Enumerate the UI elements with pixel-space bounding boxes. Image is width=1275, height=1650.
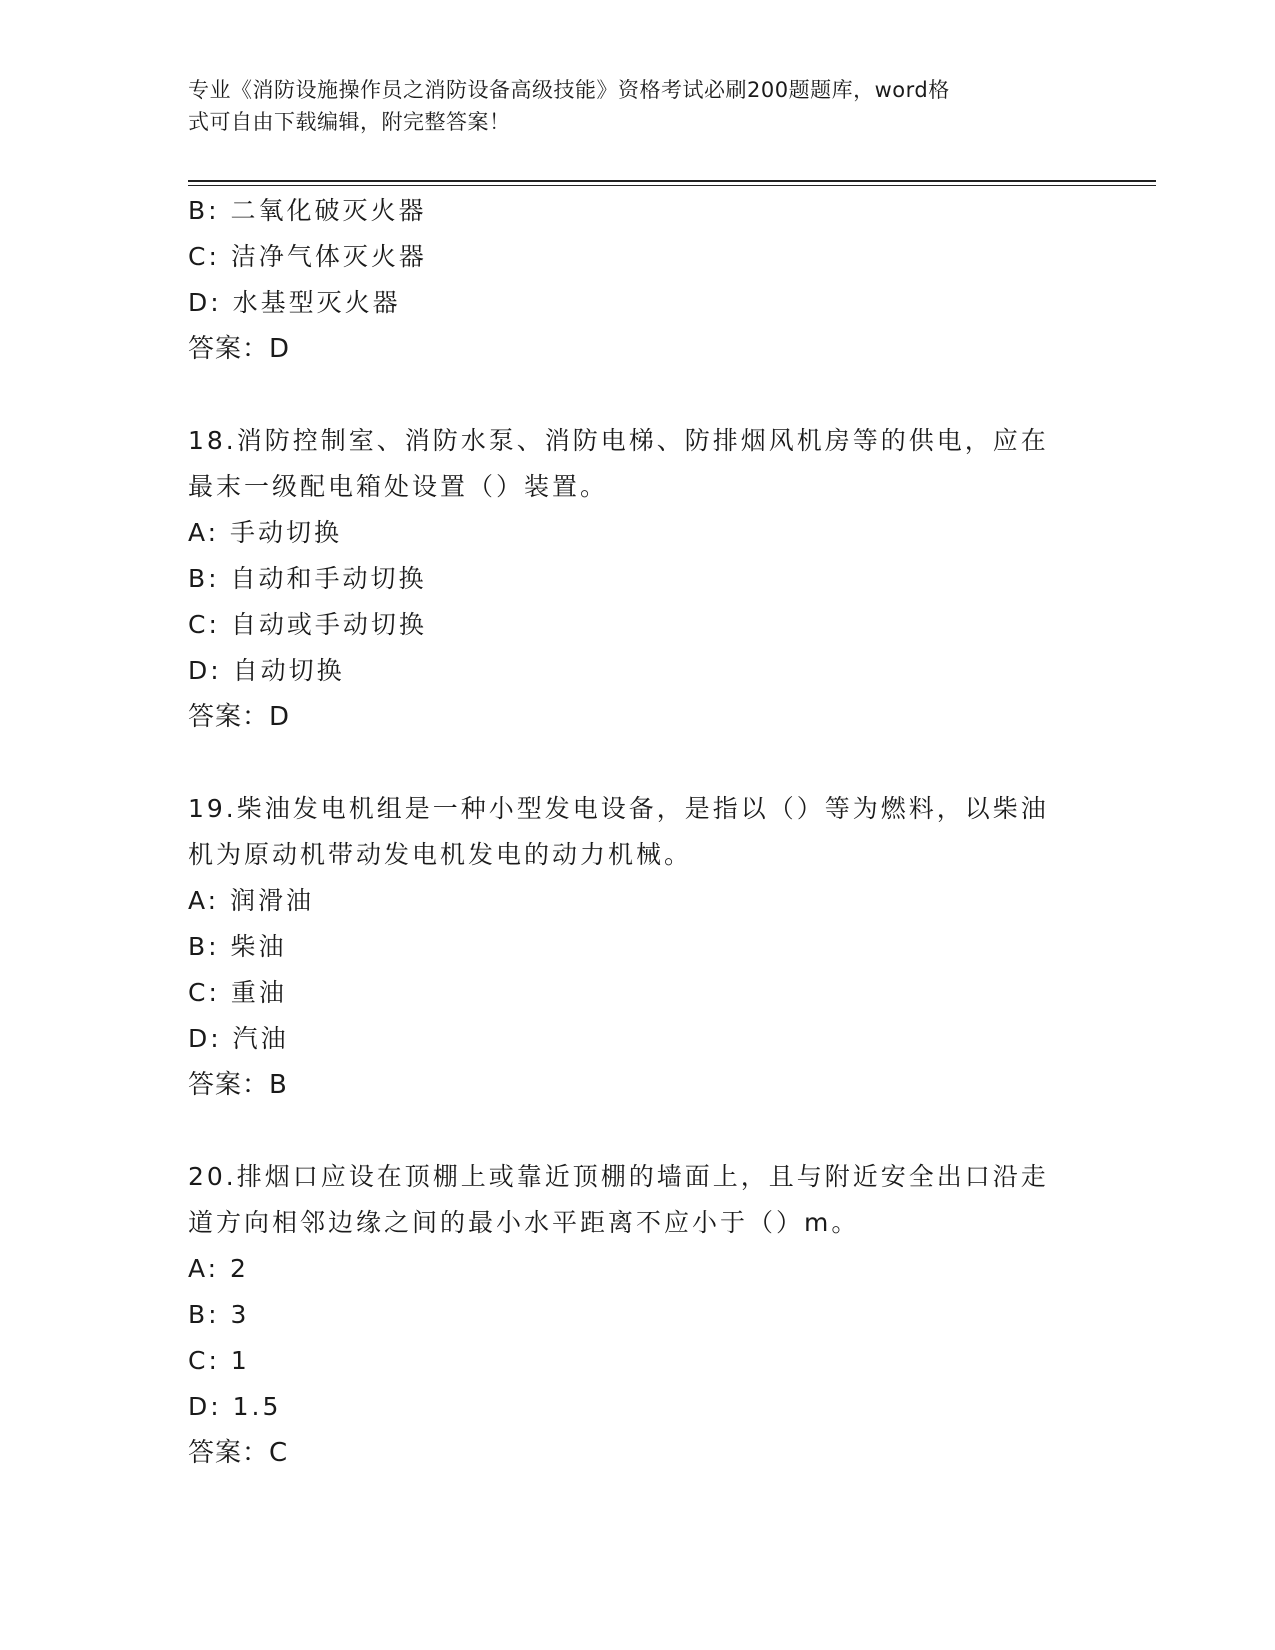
header-line-1: 专业《消防设施操作员之消防设备高级技能》资格考试必刷200题题库，word格	[188, 78, 950, 102]
option-a: A: 润滑油	[188, 886, 315, 915]
answer: 答案：D	[188, 702, 291, 732]
question-text-line-2: 机为原动机带动发电机发电的动力机械。	[188, 840, 693, 869]
question-text-line-2: 道方向相邻边缘之间的最小水平距离不应小于（）m。	[188, 1208, 860, 1237]
question-17	[188, 188, 1088, 372]
option-c: C: 1	[188, 1346, 250, 1375]
option-d: D: 自动切换	[188, 656, 345, 685]
option-d: D: 1.5	[188, 1392, 282, 1421]
option-c: C: 洁净气体灭火器	[188, 242, 427, 271]
header-divider-thin	[188, 185, 1156, 186]
document-header	[188, 74, 1068, 138]
answer: 答案：B	[188, 1070, 288, 1100]
answer: 答案：D	[188, 334, 291, 364]
option-b: B: 自动和手动切换	[188, 564, 427, 593]
option-b: B: 柴油	[188, 932, 287, 961]
question-text-line-1: 20.排烟口应设在顶棚上或靠近顶棚的墙面上，且与附近安全出口沿走	[188, 1162, 1049, 1191]
option-c: C: 自动或手动切换	[188, 610, 427, 639]
option-d: D: 汽油	[188, 1024, 289, 1053]
question-19	[188, 786, 1088, 1108]
question-18	[188, 418, 1088, 740]
question-text-line-2: 最末一级配电箱处设置（）装置。	[188, 472, 609, 501]
header-divider-thick	[188, 180, 1156, 182]
option-d: D: 水基型灭火器	[188, 288, 401, 317]
question-text-line-1: 18.消防控制室、消防水泵、消防电梯、防排烟风机房等的供电，应在	[188, 426, 1049, 455]
question-20	[188, 1154, 1088, 1476]
option-a: A: 手动切换	[188, 518, 343, 547]
question-text-line-1: 19.柴油发电机组是一种小型发电设备，是指以（）等为燃料，以柴油	[188, 794, 1049, 823]
header-line-2: 式可自由下载编辑，附完整答案！	[188, 110, 511, 134]
option-b: B: 3	[188, 1300, 250, 1329]
answer: 答案：C	[188, 1438, 289, 1468]
option-b: B: 二氧化破灭火器	[188, 196, 427, 225]
question-content	[188, 188, 1088, 1476]
option-a: A: 2	[188, 1254, 249, 1283]
option-c: C: 重油	[188, 978, 287, 1007]
